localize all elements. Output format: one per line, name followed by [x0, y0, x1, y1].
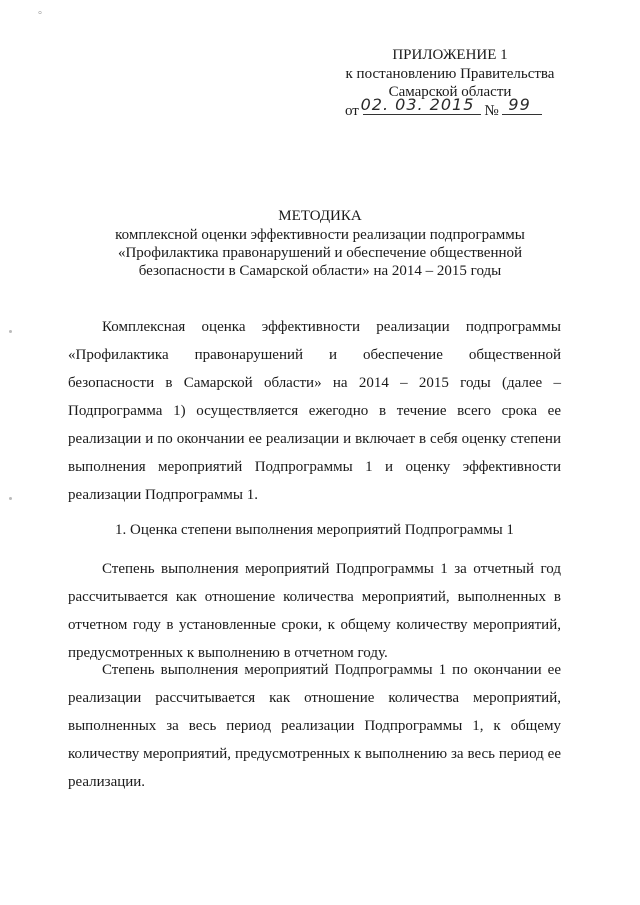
section-1-paragraph-2: Степень выполнения мероприятий Подпрограммы 1 по окончании ее реализации рассчитывается как отношение количества мероприятий, выполненных за весь период реализации Подпрограммы 1, к общему количеству мероприятий, предусмотренных к выполнению за весь период ее реализации.: [68, 662, 561, 790]
method-title: МЕТОДИКА: [278, 208, 362, 224]
corner-mark: °: [38, 10, 42, 21]
section-1-paragraph-1: Степень выполнения мероприятий Подпрограммы 1 за отчетный год рассчитывается как отношение количества мероприятий, выполненных в отчетном году в установленные сроки, к общему количеству мероприятий, предусмотренных к выполнению в отчетном году.: [68, 561, 561, 661]
appendix-decree-line: к постановлению Правительства: [345, 66, 555, 82]
method-heading: [70, 207, 570, 282]
ref-number-sign: №: [484, 103, 499, 119]
appendix-block: [300, 46, 600, 100]
ref-date: 02. 03. 2015: [360, 95, 475, 114]
ref-number-blank: [502, 95, 542, 115]
decree-reference: [345, 95, 542, 120]
margin-dot: [9, 497, 12, 500]
appendix-title: ПРИЛОЖЕНИЕ 1: [392, 47, 508, 63]
intro-paragraph: Комплексная оценка эффективности реализации подпрограммы «Профилактика правонарушений и обеспечение общественной безопасности в Самарской области» на 2014 – 2015 годы (далее – Подпрограмма 1) осуществляется ежегодно в течение всего срока ее реализации и по окончании ее реализации и включает в себя оценку степени выполнения мероприятий Подпрограммы 1 и оценку эффективности реализации Подпрограммы 1.: [68, 319, 561, 503]
ref-date-blank: [360, 95, 481, 115]
section-1-title: 1. Оценка степени выполнения мероприятий Подпрограммы 1: [115, 522, 514, 538]
margin-dot: [9, 330, 12, 333]
appendix-region-line: Самарской области: [388, 84, 512, 100]
method-subtitle-line1: комплексной оценки эффективности реализации подпрограммы: [115, 227, 525, 243]
method-subtitle-line3: безопасности в Самарской области» на 2014 – 2015 годы: [138, 263, 502, 279]
method-subtitle-line2: «Профилактика правонарушений и обеспечение общественной: [117, 245, 523, 261]
ref-prefix: от: [345, 103, 359, 119]
ref-number: 99: [508, 95, 531, 114]
